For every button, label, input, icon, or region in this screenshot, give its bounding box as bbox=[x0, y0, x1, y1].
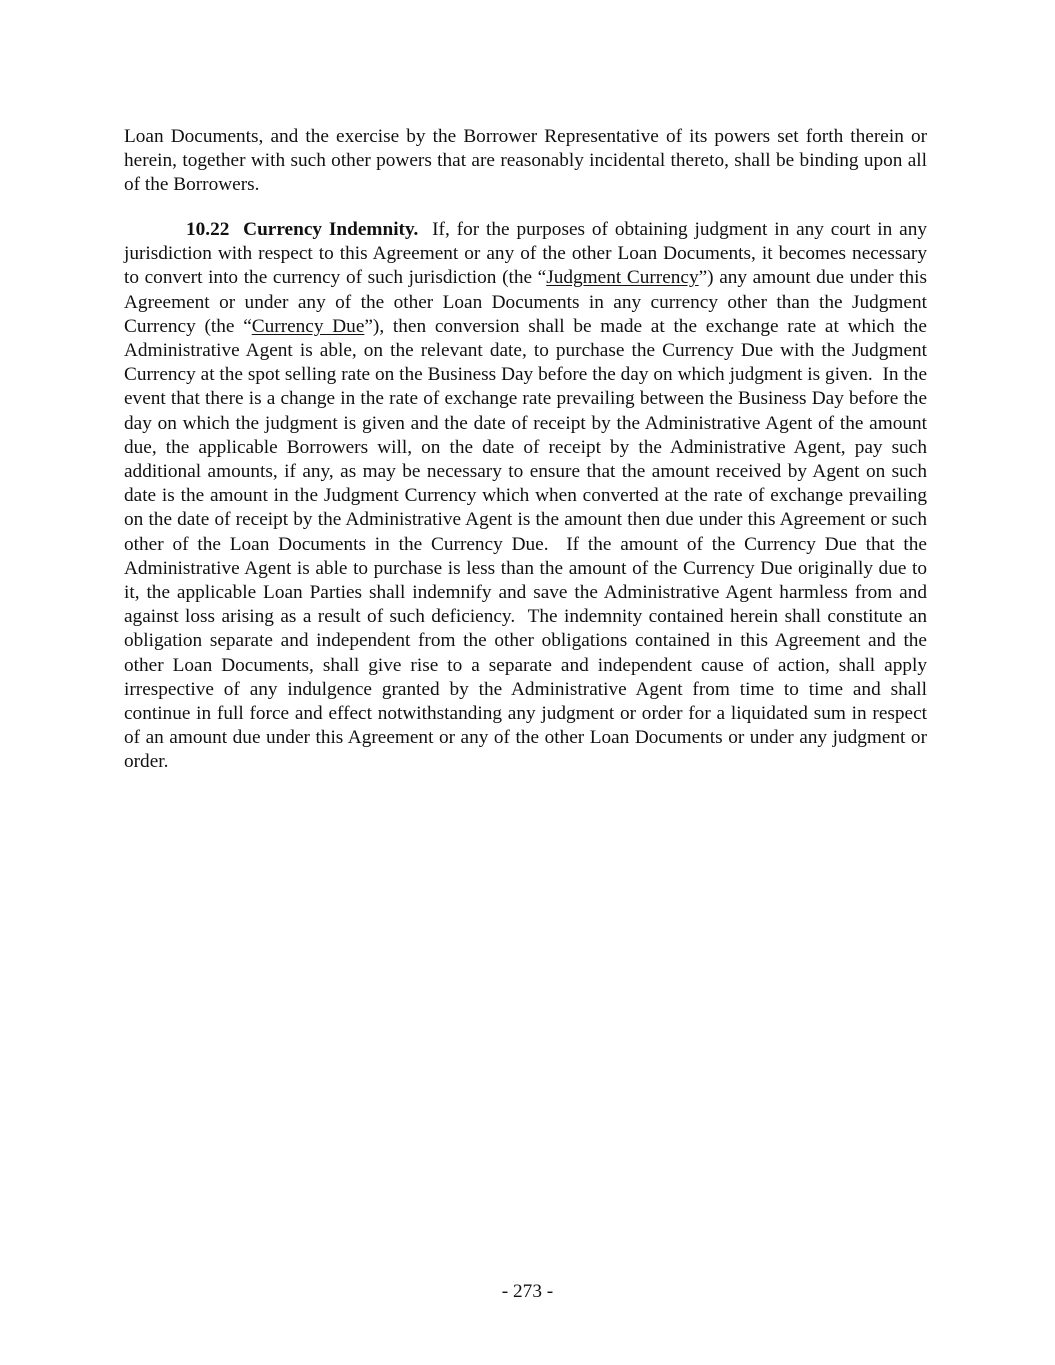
section-number: 10.22 bbox=[186, 219, 230, 240]
section-text-part-2: ”) any amount due under this Agreement or under any of the other Loan Documents in any currency other than the Judgment Currency (the “ bbox=[124, 267, 928, 337]
section-text-part-3: ”), then conversion shall be made at the exchange rate at which the Administrative Agent is able, on the relevant date, to purchase the Currency Due with the Judgment Currency at the spot selling rate on the Business Day before the day on which judgment is given. In the event that there is a change in the rate of exchange rate prevailing between the Business Day before the day on which the judgment is given and the date of receipt by the Administrative Agent of the amount due, the applicable Borrowers will, on the date of receipt by the Administrative Agent, pay such additional amounts, if any, as may be necessary to ensure that the amount received by Agent on such date is the amount in the Judgment Currency which when converted at the rate of exchange prevailing on the date of receipt by the Administrative Agent is the amount then due under this Agreement or such other of the Loan Documents in the Currency Due. If the amount of the Currency Due that the Administrative Agent is able to purchase is less than the amount of the Currency Due originally due to it, the applicable Loan Parties shall indemnify and save the Administrative Agent harmless from and against loss arising as a result of such deficiency. The indemnity contained herein shall constitute an obligation separate and independent from the other obligations contained in this Agreement and the other Loan Documents, shall give rise to a separate and independent cause of action, shall apply irrespective of any indulgence granted by the Administrative Agent from time to time and shall continue in full force and effect notwithstanding any judgment or order for a liquidated sum in respect of an amount due under this Agreement or any of the other Loan Documents or under any judgment or order. bbox=[124, 315, 927, 773]
page-number: - 273 - bbox=[501, 1281, 554, 1302]
continuation-paragraph: Loan Documents, and the exercise by the Borrower Representative of its powers set forth therein or herein, together with such other powers that are reasonably incidental thereto, shall be binding upon all of the Borrowers. bbox=[124, 126, 927, 196]
defined-term-currency-due: Currency Due bbox=[251, 315, 365, 337]
section-10-22-paragraph bbox=[124, 218, 927, 775]
section-title: Currency Indemnity. bbox=[243, 219, 419, 240]
section-text-part-1: If, for the purposes of obtaining judgment in any court in any jurisdiction with respect to this Agreement or any of the other Loan Documents, it becomes necessary to convert into the currency of such jurisdiction (the “ bbox=[124, 219, 928, 289]
defined-term-judgment-currency: Judgment Currency bbox=[546, 267, 699, 289]
